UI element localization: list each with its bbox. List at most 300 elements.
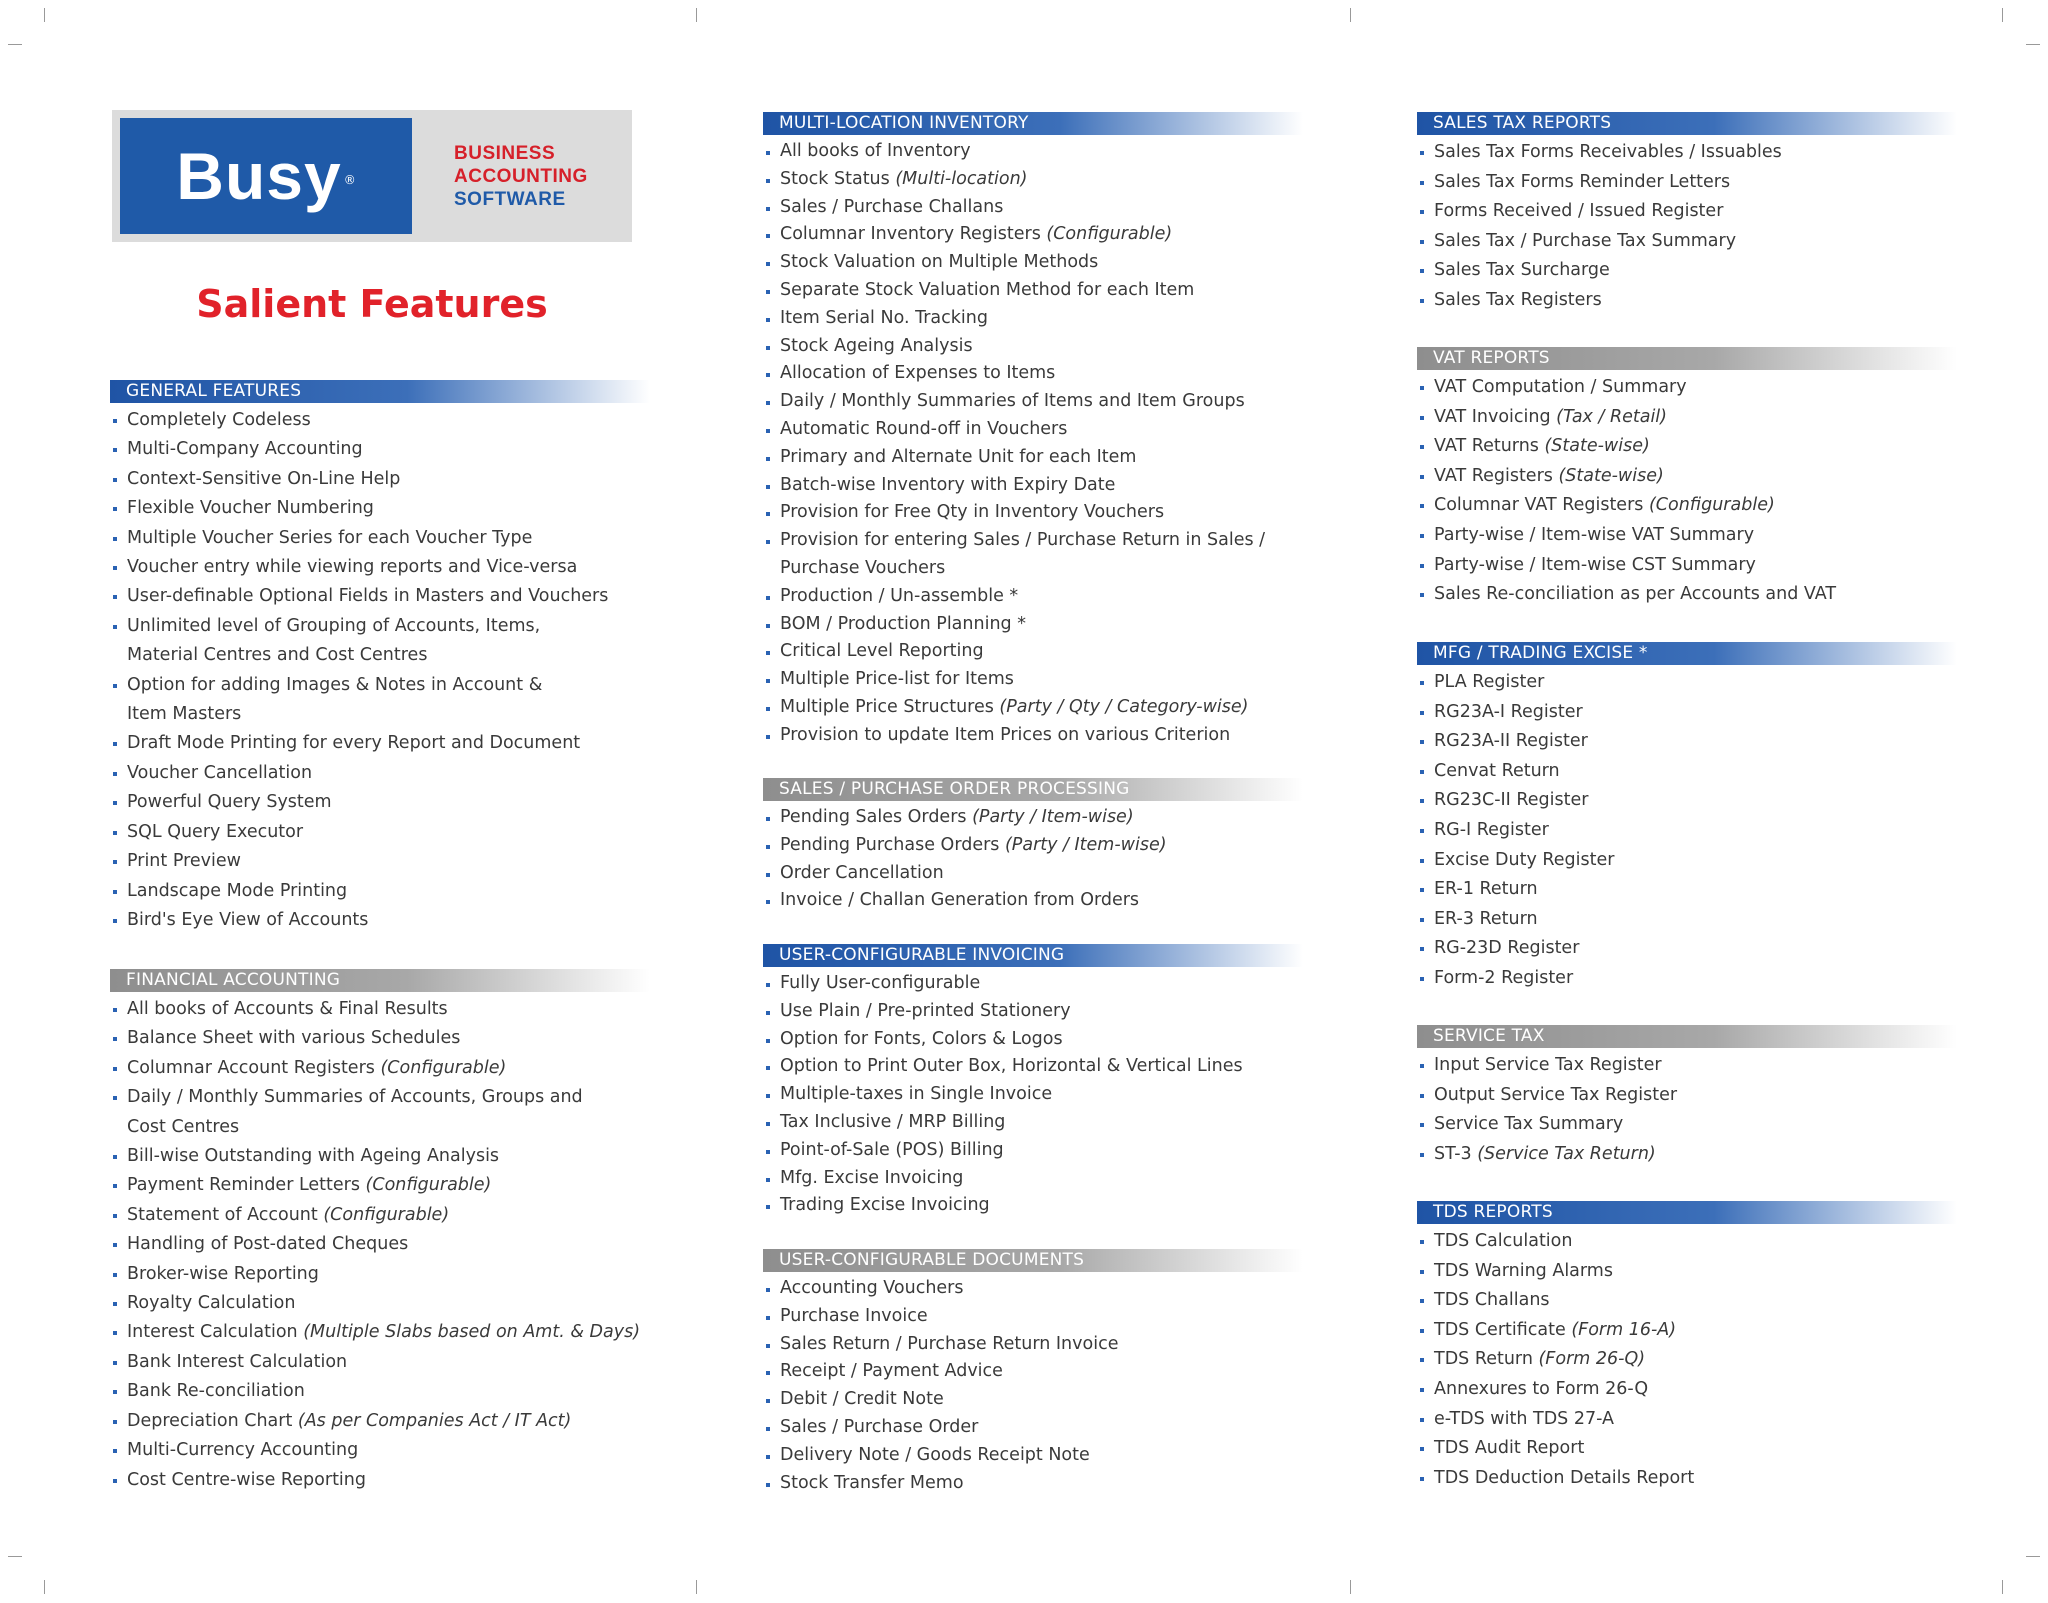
feature-item <box>763 360 1303 388</box>
bullet-icon <box>1420 1388 1424 1392</box>
logo-tagline <box>454 142 588 211</box>
bullet-icon <box>766 900 770 904</box>
feature-item <box>110 847 650 876</box>
feature-item <box>1417 227 1957 257</box>
section-heading-text: FINANCIAL ACCOUNTING <box>126 970 341 990</box>
feature-item <box>110 759 650 788</box>
feature-text: Pending Purchase Orders <box>780 834 1005 855</box>
feature-text: Sales Re-conciliation as per Accounts and VAT <box>1434 584 1837 605</box>
feature-text: Sales Tax Forms Receivables / Issuables <box>1434 142 1782 162</box>
feature-item <box>110 877 650 906</box>
section-heading-text: USER-CONFIGURABLE INVOICING <box>779 945 1065 965</box>
bullet-icon <box>1420 711 1424 715</box>
section-heading-text: USER-CONFIGURABLE DOCUMENTS <box>779 1250 1085 1270</box>
feature-text: Item Serial No. Tracking <box>780 307 988 328</box>
bullet-icon <box>1420 888 1424 892</box>
feature-item <box>763 499 1303 527</box>
feature-text: Option for Fonts, Colors & Logos <box>780 1028 1063 1049</box>
bullet-icon <box>766 485 770 489</box>
bullet-icon <box>113 1390 117 1394</box>
feature-item <box>763 1081 1303 1109</box>
feature-item <box>1417 964 1957 994</box>
feature-text: Receipt / Payment Advice <box>780 1361 1003 1382</box>
section-heading <box>1417 642 1957 665</box>
feature-text: RG-23D Register <box>1434 938 1580 959</box>
bullet-icon <box>113 684 117 688</box>
feature-text: TDS Return <box>1434 1349 1539 1370</box>
feature-item <box>1417 786 1957 816</box>
feature-text: ER-1 Return <box>1434 879 1538 900</box>
feature-text: Landscape Mode Printing <box>127 880 348 901</box>
feature-item <box>1417 1434 1957 1464</box>
feature-text: PLA Register <box>1434 672 1545 692</box>
section-vat-reports <box>1417 347 1957 610</box>
feature-item <box>1417 580 1957 610</box>
bullet-icon <box>1420 181 1424 185</box>
feature-item <box>110 1289 650 1318</box>
feature-text: e-TDS with TDS 27-A <box>1434 1408 1615 1429</box>
feature-text: Cost Centres <box>127 1116 240 1137</box>
feature-item <box>763 998 1303 1026</box>
bullet-icon <box>113 1479 117 1483</box>
feature-list <box>110 406 650 935</box>
feature-text: Columnar VAT Registers <box>1434 495 1649 516</box>
feature-text: TDS Audit Report <box>1434 1438 1585 1459</box>
feature-text: Handling of Post-dated Cheques <box>127 1234 409 1255</box>
feature-list <box>1417 373 1957 610</box>
bullet-icon <box>113 1214 117 1218</box>
feature-item <box>763 666 1303 694</box>
feature-text: Columnar Inventory Registers <box>780 224 1047 245</box>
feature-item <box>1417 668 1957 698</box>
feature-item <box>110 1466 650 1495</box>
feature-qualifier: (Configurable) <box>380 1057 507 1078</box>
feature-text: Purchase Vouchers <box>780 557 946 578</box>
feature-item <box>1417 1227 1957 1257</box>
bullet-icon <box>1420 445 1424 449</box>
section-user-configurable-invoicing <box>763 944 1303 1220</box>
feature-item <box>763 1275 1303 1303</box>
bullet-icon <box>766 1011 770 1015</box>
feature-text: TDS Warning Alarms <box>1434 1260 1613 1281</box>
section-heading-text: GENERAL FEATURES <box>126 381 302 401</box>
feature-qualifier: (Configurable) <box>323 1204 450 1225</box>
feature-qualifier: (Party / Item-wise) <box>972 807 1134 827</box>
bullet-icon <box>766 207 770 211</box>
feature-item <box>763 722 1303 750</box>
feature-item <box>763 277 1303 305</box>
bullet-icon <box>1420 240 1424 244</box>
bullet-icon <box>766 735 770 739</box>
feature-item <box>763 1165 1303 1193</box>
bullet-icon <box>1420 1153 1424 1157</box>
feature-text: Multiple-taxes in Single Invoice <box>780 1084 1053 1105</box>
bullet-icon <box>1420 386 1424 390</box>
feature-text: Invoice / Challan Generation from Orders <box>780 890 1140 911</box>
bullet-icon <box>1420 504 1424 508</box>
feature-item <box>110 995 650 1024</box>
feature-text: Multiple Price Structures <box>780 696 1000 717</box>
bullet-icon <box>1420 770 1424 774</box>
feature-item <box>763 1192 1303 1220</box>
feature-text: Stock Valuation on Multiple Methods <box>780 252 1099 273</box>
bullet-icon <box>113 1420 117 1424</box>
feature-item-continuation <box>110 1113 650 1142</box>
bullet-icon <box>1420 1447 1424 1451</box>
feature-item <box>110 465 650 494</box>
feature-text: Debit / Credit Note <box>780 1389 944 1410</box>
feature-item <box>1417 491 1957 521</box>
feature-qualifier: (Multi-location) <box>895 168 1028 189</box>
feature-text: Critical Level Reporting <box>780 641 984 662</box>
section-heading-text: MFG / TRADING EXCISE * <box>1433 643 1648 663</box>
bullet-icon <box>766 457 770 461</box>
feature-item <box>763 1414 1303 1442</box>
bullet-icon <box>766 540 770 544</box>
bullet-icon <box>113 595 117 599</box>
bullet-icon <box>1420 1299 1424 1303</box>
feature-text: Sales Tax Surcharge <box>1434 260 1610 281</box>
bullet-icon <box>766 179 770 183</box>
section-tds-reports <box>1417 1201 1957 1493</box>
bullet-icon <box>1420 151 1424 155</box>
feature-qualifier: (Configurable) <box>365 1175 492 1196</box>
bullet-icon <box>766 596 770 600</box>
feature-text: RG23C-II Register <box>1434 790 1589 811</box>
bullet-icon <box>766 1483 770 1487</box>
bullet-icon <box>766 624 770 628</box>
bullet-icon <box>1420 977 1424 981</box>
feature-text: TDS Challans <box>1434 1290 1550 1311</box>
feature-text: ER-3 Return <box>1434 908 1538 929</box>
feature-item <box>110 1377 650 1406</box>
bullet-icon <box>1420 534 1424 538</box>
bullet-icon <box>766 1288 770 1292</box>
bullet-icon <box>766 1427 770 1431</box>
feature-text: Production / Un-assemble * <box>780 585 1019 606</box>
bullet-icon <box>113 1302 117 1306</box>
section-heading-text: MULTI-LOCATION INVENTORY <box>779 113 1029 133</box>
bullet-icon <box>113 1155 117 1159</box>
feature-text: Provision for Free Qty in Inventory Vouchers <box>780 502 1165 523</box>
bullet-icon <box>766 346 770 350</box>
section-heading <box>1417 347 1957 370</box>
feature-item <box>110 1230 650 1259</box>
feature-text: Interest Calculation <box>127 1322 304 1343</box>
feature-item <box>110 1083 650 1112</box>
bullet-icon <box>1420 1329 1424 1333</box>
feature-text: Multiple Voucher Series for each Voucher Type <box>127 527 533 548</box>
feature-item <box>1417 698 1957 728</box>
feature-text: Tax Inclusive / MRP Billing <box>780 1111 1006 1132</box>
bullet-icon <box>113 1449 117 1453</box>
bullet-icon <box>113 1273 117 1277</box>
feature-text: Multi-Currency Accounting <box>127 1440 359 1461</box>
section-heading <box>763 112 1303 135</box>
feature-item <box>1417 905 1957 935</box>
feature-list <box>763 804 1303 915</box>
feature-text: Item Masters <box>127 704 242 725</box>
feature-text: Annexures to Form 26-Q <box>1434 1378 1649 1399</box>
section-heading <box>1417 1025 1957 1048</box>
bullet-icon <box>1420 299 1424 303</box>
feature-text: TDS Deduction Details Report <box>1434 1467 1695 1488</box>
feature-list <box>110 995 650 1495</box>
bullet-icon <box>1420 1477 1424 1481</box>
bullet-icon <box>766 817 770 821</box>
feature-item <box>763 1386 1303 1414</box>
feature-text: Stock Transfer Memo <box>780 1472 964 1493</box>
feature-text: Excise Duty Register <box>1434 849 1615 870</box>
feature-list <box>1417 138 1957 316</box>
feature-item <box>763 1470 1303 1498</box>
feature-text: Payment Reminder Letters <box>127 1175 366 1196</box>
feature-text: Input Service Tax Register <box>1434 1055 1662 1075</box>
section-mfg-trading-excise <box>1417 642 1957 994</box>
feature-item <box>1417 1140 1957 1170</box>
bullet-icon <box>113 801 117 805</box>
bullet-icon <box>113 419 117 423</box>
bullet-icon <box>766 290 770 294</box>
feature-item <box>763 416 1303 444</box>
feature-item <box>763 444 1303 472</box>
bullet-icon <box>1420 829 1424 833</box>
bullet-icon <box>766 983 770 987</box>
feature-text: Party-wise / Item-wise VAT Summary <box>1434 524 1755 545</box>
bullet-icon <box>1420 1270 1424 1274</box>
feature-item <box>763 860 1303 888</box>
bullet-icon <box>766 651 770 655</box>
feature-item-continuation <box>110 641 650 670</box>
feature-text: Order Cancellation <box>780 862 944 883</box>
feature-text: Option for adding Images & Notes in Account & <box>127 674 543 695</box>
bullet-icon <box>766 1399 770 1403</box>
feature-item <box>763 194 1303 222</box>
feature-item <box>110 553 650 582</box>
feature-item <box>1417 521 1957 551</box>
feature-text: Voucher entry while viewing reports and Vice-versa <box>127 557 578 578</box>
feature-item <box>110 582 650 611</box>
feature-text: Broker-wise Reporting <box>127 1263 319 1284</box>
feature-item <box>1417 373 1957 403</box>
bullet-icon <box>1420 210 1424 214</box>
feature-qualifier: (Party / Item-wise) <box>1004 834 1167 855</box>
bullet-icon <box>113 919 117 923</box>
feature-item <box>110 1024 650 1053</box>
feature-item <box>1417 757 1957 787</box>
feature-text: Cost Centre-wise Reporting <box>127 1469 366 1490</box>
bullet-icon <box>766 1178 770 1182</box>
logo-wordmark: Busy <box>176 139 342 213</box>
section-heading <box>110 380 650 403</box>
feature-text: Sales Tax Registers <box>1434 289 1602 310</box>
feature-text: Multi-Company Accounting <box>127 439 363 460</box>
feature-item <box>110 1348 650 1377</box>
feature-text: Powerful Query System <box>127 792 332 813</box>
feature-qualifier: (State-wise) <box>1558 465 1664 486</box>
bullet-icon <box>766 845 770 849</box>
bullet-icon <box>1420 475 1424 479</box>
feature-text: Balance Sheet with various Schedules <box>127 1028 461 1049</box>
bullet-icon <box>766 234 770 238</box>
feature-text: Pending Sales Orders <box>780 807 973 827</box>
feature-item <box>110 729 650 758</box>
feature-item <box>763 138 1303 166</box>
feature-text: Automatic Round-off in Vouchers <box>780 418 1068 439</box>
feature-item <box>1417 1257 1957 1287</box>
brand-logo <box>112 110 632 242</box>
feature-item <box>763 249 1303 277</box>
feature-text: Bank Interest Calculation <box>127 1351 348 1372</box>
feature-item <box>110 671 650 700</box>
feature-text: Sales Return / Purchase Return Invoice <box>780 1333 1119 1354</box>
feature-qualifier: (Party / Qty / Category-wise) <box>999 696 1249 717</box>
section-multi-location-inventory <box>763 112 1303 750</box>
feature-item-continuation <box>763 555 1303 583</box>
feature-item <box>763 1442 1303 1470</box>
feature-item <box>1417 197 1957 227</box>
feature-text: Stock Ageing Analysis <box>780 335 973 356</box>
feature-item <box>763 694 1303 722</box>
section-heading-text: SERVICE TAX <box>1433 1026 1545 1046</box>
feature-list <box>763 1275 1303 1497</box>
bullet-icon <box>766 1122 770 1126</box>
bullet-icon <box>766 401 770 405</box>
feature-text: Provision to update Item Prices on various Criterion <box>780 724 1231 745</box>
feature-item <box>763 804 1303 832</box>
bullet-icon <box>1420 681 1424 685</box>
section-heading <box>1417 112 1957 135</box>
feature-text: TDS Calculation <box>1434 1231 1573 1251</box>
feature-text: Draft Mode Printing for every Report and Document <box>127 733 581 754</box>
feature-item-continuation <box>110 700 650 729</box>
feature-item <box>1417 727 1957 757</box>
feature-item <box>763 305 1303 333</box>
feature-text: Unlimited level of Grouping of Accounts, Items, <box>127 615 541 636</box>
section-heading <box>763 778 1303 801</box>
section-heading <box>110 969 650 992</box>
feature-text: Primary and Alternate Unit for each Item <box>780 446 1137 467</box>
bullet-icon <box>1420 740 1424 744</box>
feature-item <box>1417 846 1957 876</box>
page-title: Salient Features <box>196 282 548 326</box>
feature-qualifier: (Form 26-Q) <box>1538 1349 1646 1370</box>
feature-qualifier: (As per Companies Act / IT Act) <box>297 1410 572 1431</box>
feature-text: Accounting Vouchers <box>780 1278 964 1298</box>
feature-item <box>763 970 1303 998</box>
feature-text: Forms Received / Issued Register <box>1434 201 1724 222</box>
feature-text: VAT Returns <box>1434 436 1545 457</box>
bullet-icon <box>113 1037 117 1041</box>
bullet-icon <box>113 478 117 482</box>
bullet-icon <box>1420 859 1424 863</box>
feature-text: Sales / Purchase Order <box>780 1416 979 1437</box>
section-heading-text: VAT REPORTS <box>1433 348 1550 368</box>
feature-item <box>1417 1316 1957 1346</box>
feature-item <box>1417 403 1957 433</box>
bullet-icon <box>1420 1064 1424 1068</box>
feature-item <box>1417 256 1957 286</box>
feature-item <box>110 524 650 553</box>
section-sales-tax-reports <box>1417 112 1957 316</box>
bullet-icon <box>113 742 117 746</box>
feature-text: Voucher Cancellation <box>127 762 313 783</box>
feature-item <box>110 1318 650 1347</box>
feature-text: Bird's Eye View of Accounts <box>127 909 369 930</box>
section-financial-accounting <box>110 969 650 1495</box>
feature-text: Service Tax Summary <box>1434 1114 1624 1135</box>
logo-mark <box>120 118 412 234</box>
feature-list <box>1417 1227 1957 1493</box>
section-heading <box>763 944 1303 967</box>
bullet-icon <box>113 1184 117 1188</box>
bullet-icon <box>1420 1123 1424 1127</box>
bullet-icon <box>766 429 770 433</box>
bullet-icon <box>113 1243 117 1247</box>
bullet-icon <box>766 1316 770 1320</box>
feature-text: Material Centres and Cost Centres <box>127 645 428 666</box>
feature-text: Provision for entering Sales / Purchase Return in Sales / <box>780 530 1266 551</box>
feature-item <box>763 611 1303 639</box>
bullet-icon <box>1420 799 1424 803</box>
bullet-icon <box>766 262 770 266</box>
bullet-icon <box>766 1371 770 1375</box>
feature-text: Multiple Price-list for Items <box>780 669 1014 690</box>
feature-qualifier: (Configurable) <box>1046 224 1173 245</box>
feature-item <box>110 1436 650 1465</box>
bullet-icon <box>1420 918 1424 922</box>
feature-item <box>763 583 1303 611</box>
bullet-icon <box>113 1008 117 1012</box>
feature-qualifier: (Form 16-A) <box>1571 1319 1677 1340</box>
feature-item <box>110 906 650 935</box>
feature-text: Bank Re-conciliation <box>127 1381 305 1402</box>
feature-item <box>110 612 650 641</box>
feature-text: Completely Codeless <box>127 410 311 430</box>
feature-item <box>763 1303 1303 1331</box>
feature-item <box>763 832 1303 860</box>
feature-item <box>110 1142 650 1171</box>
feature-item <box>1417 1051 1957 1081</box>
feature-item <box>763 1358 1303 1386</box>
feature-text: VAT Registers <box>1434 465 1559 486</box>
feature-item <box>763 638 1303 666</box>
feature-item <box>1417 1464 1957 1494</box>
feature-text: Separate Stock Valuation Method for each Item <box>780 279 1195 300</box>
bullet-icon <box>766 679 770 683</box>
bullet-icon <box>766 1039 770 1043</box>
feature-text: All books of Accounts & Final Results <box>127 999 448 1019</box>
feature-text: BOM / Production Planning * <box>780 613 1026 634</box>
feature-text: Flexible Voucher Numbering <box>127 498 374 519</box>
feature-item <box>110 435 650 464</box>
section-heading <box>763 1249 1303 1272</box>
feature-item <box>1417 875 1957 905</box>
bullet-icon <box>113 890 117 894</box>
bullet-icon <box>766 1066 770 1070</box>
feature-text: Option to Print Outer Box, Horizontal & Vertical Lines <box>780 1056 1243 1077</box>
feature-text: Royalty Calculation <box>127 1293 296 1314</box>
bullet-icon <box>1420 947 1424 951</box>
section-heading-text: SALES / PURCHASE ORDER PROCESSING <box>779 779 1130 799</box>
feature-text: Delivery Note / Goods Receipt Note <box>780 1444 1090 1465</box>
feature-text: Sales Tax Forms Reminder Letters <box>1434 171 1731 192</box>
feature-item <box>763 221 1303 249</box>
feature-item <box>1417 168 1957 198</box>
tagline-line-1: BUSINESS <box>454 143 556 164</box>
feature-item <box>110 1054 650 1083</box>
bullet-icon <box>113 772 117 776</box>
